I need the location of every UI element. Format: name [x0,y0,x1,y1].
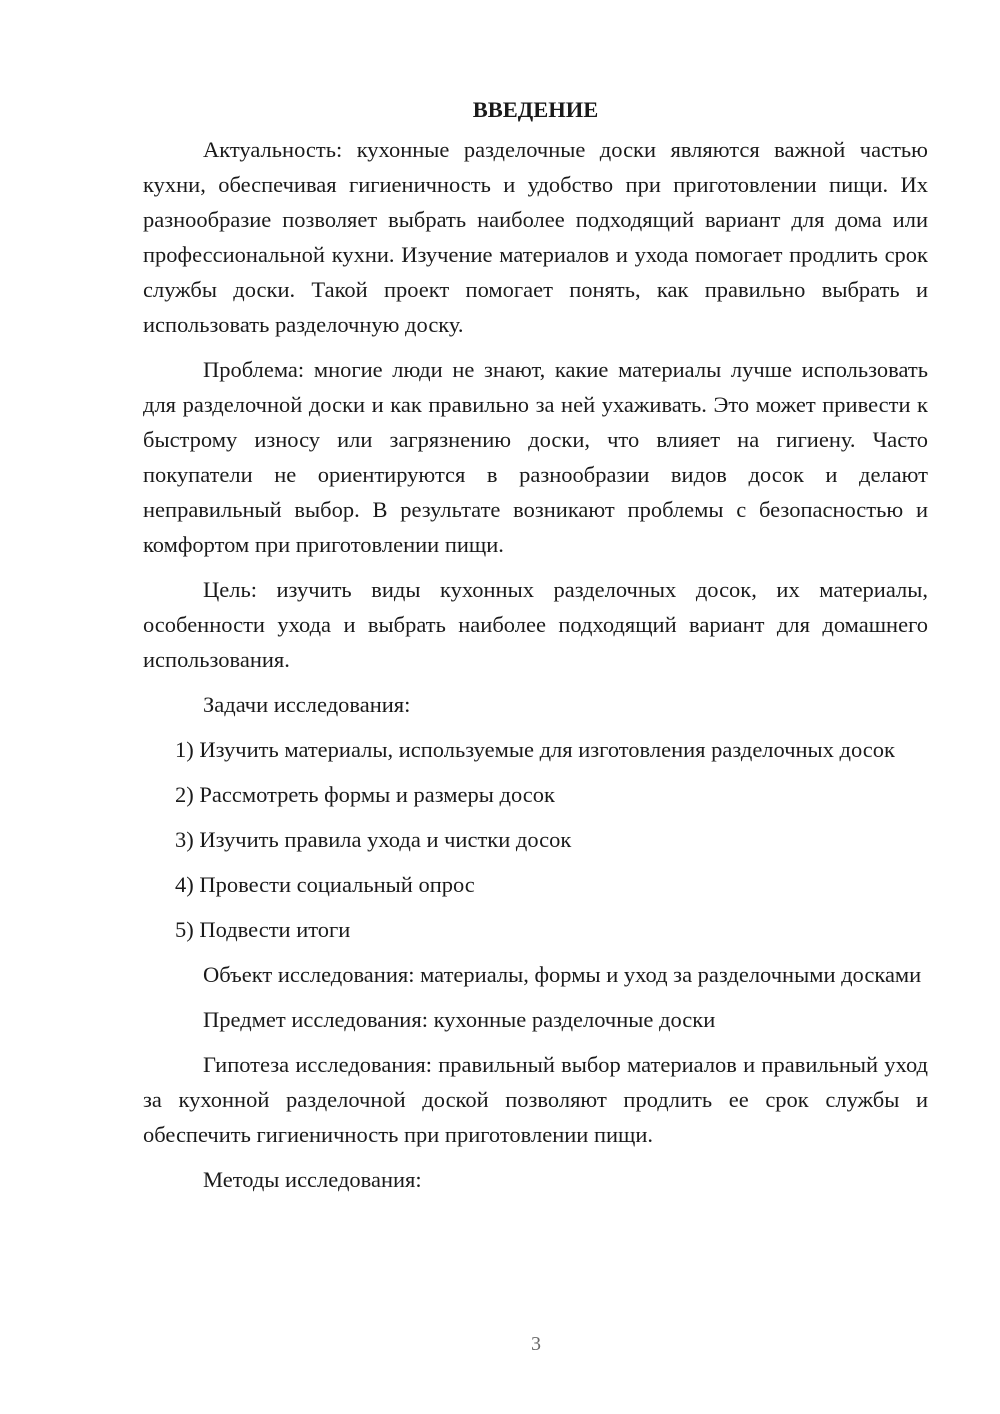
task-item-5: 5) Подвести итоги [175,917,351,942]
paragraph-goal: Цель: изучить виды кухонных разделочных досок, их материалы, особенности ухода и выбрать наиболее подходящий вариант для домашнего использования. [143,577,928,672]
paragraph-hypothesis: Гипотеза исследования: правильный выбор материалов и правильный уход за кухонной разделочной доской позволяют продлить ее срок службы и обеспечить гигиеничность при приготовлении пищи. [143,1052,928,1147]
paragraph-object: Объект исследования: материалы, формы и уход за разделочными досками [203,962,922,987]
task-item-4: 4) Провести социальный опрос [175,872,475,897]
tasks-heading: Задачи исследования: [203,692,411,717]
task-item-3: 3) Изучить правила ухода и чистки досок [175,827,572,852]
task-item-2: 2) Рассмотреть формы и размеры досок [175,782,555,807]
task-item-1: 1) Изучить материалы, используемые для изготовления разделочных досок [175,737,895,762]
section-title: ВВЕДЕНИЕ [472,97,599,122]
paragraph-actuality: Актуальность: кухонные разделочные доски являются важной частью кухни, обеспечивая гигиеничность и удобство при приготовлении пищи. Их разнообразие позволяет выбрать наиболее подходящий вариант для дома или профессиональной кухни. Изучение материалов и ухода помогает продлить срок службы доски. Такой проект помогает понять, как правильно выбрать и использовать разделочную доску. [143,137,928,337]
paragraph-subject: Предмет исследования: кухонные разделочные доски [203,1007,716,1032]
page-number: 3 [531,1333,541,1355]
paragraph-problem: Проблема: многие люди не знают, какие материалы лучше использовать для разделочной доски и как правильно за ней ухаживать. Это может привести к быстрому износу или загрязнению доски, что влияет на гигиену. Часто покупатели не ориентируются в разнообразии видов досок и делают неправильный выбор. В результате возникают проблемы с безопасностью и комфортом при приготовлении пищи. [143,357,928,557]
methods-heading: Методы исследования: [203,1167,422,1192]
page-content [143,92,928,1207]
